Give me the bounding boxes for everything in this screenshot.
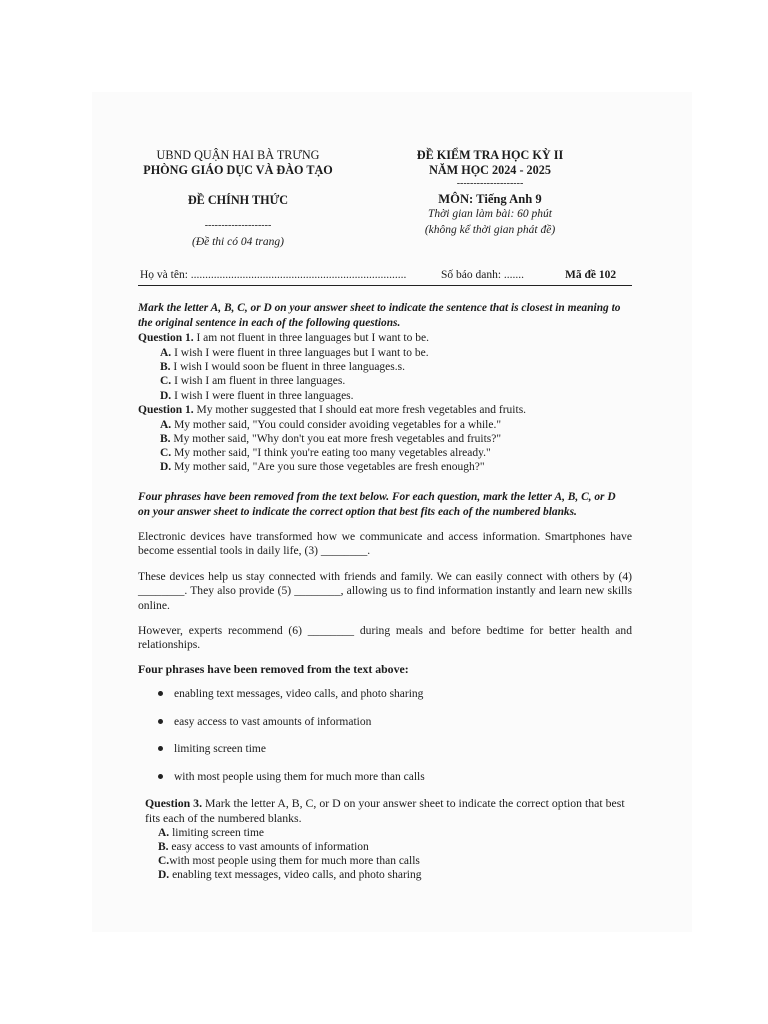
q2-option-d bbox=[160, 460, 485, 474]
question-label: Question 3. bbox=[145, 796, 203, 810]
option-letter: C. bbox=[158, 855, 170, 867]
subject-title: MÔN: Tiếng Anh 9 bbox=[438, 192, 542, 206]
candidate-name-field: Họ và tên: ........................................................................... bbox=[140, 269, 407, 281]
option-text: enabling text messages, video calls, and photo sharing bbox=[169, 869, 422, 881]
option-text: My mother said, "Are you sure those vegetables are fresh enough?" bbox=[171, 461, 485, 473]
question-text: I am not fluent in three languages but I want to be. bbox=[193, 332, 429, 344]
bullet-icon bbox=[158, 774, 163, 779]
option-text: I wish I am fluent in three languages. bbox=[171, 375, 346, 387]
q1-option-c bbox=[160, 374, 345, 388]
option-letter: C. bbox=[160, 447, 172, 459]
passage-paragraph-3: However, experts recommend (6) ________ during meals and before bedtime for better health and relationships. bbox=[138, 624, 632, 652]
district-name: UBND QUẬN HAI BÀ TRƯNG bbox=[156, 148, 320, 162]
question-3-continued: fits each of the numbered blanks. bbox=[145, 811, 302, 825]
option-text: My mother said, "Why don't you eat more fresh vegetables and fruits?" bbox=[170, 433, 502, 445]
q3-option-c bbox=[158, 854, 420, 868]
section2-instruction-line2: on your answer sheet to indicate the correct option that best fits each of the numbered blanks. bbox=[138, 506, 577, 518]
option-letter: D. bbox=[160, 461, 172, 473]
q1-option-b bbox=[160, 360, 405, 374]
q3-option-a bbox=[158, 826, 264, 840]
pages-note: (Đề thi có 04 trang) bbox=[192, 236, 284, 248]
phrase-item-2: easy access to vast amounts of information bbox=[174, 716, 372, 728]
question-label: Question 1. bbox=[138, 332, 194, 344]
option-text: My mother said, "You could consider avoiding vegetables for a while." bbox=[171, 419, 502, 431]
removed-phrases-heading: Four phrases have been removed from the text above: bbox=[138, 662, 409, 676]
question-3 bbox=[145, 796, 625, 810]
right-divider: -------------------- bbox=[456, 178, 524, 189]
q1-option-d bbox=[160, 389, 354, 403]
time-limit: Thời gian làm bài: 60 phút bbox=[427, 208, 553, 220]
q2-option-c bbox=[160, 446, 491, 460]
option-letter: A. bbox=[160, 419, 172, 431]
q3-option-b bbox=[158, 840, 369, 854]
option-letter: A. bbox=[160, 347, 172, 359]
bullet-icon bbox=[158, 746, 163, 751]
option-text: My mother said, "I think you're eating too many vegetables already." bbox=[171, 447, 491, 459]
question-text: My mother suggested that I should eat more fresh vegetables and fruits. bbox=[193, 404, 527, 416]
option-letter: D. bbox=[160, 390, 172, 402]
option-letter: A. bbox=[158, 827, 170, 839]
section1-instruction-line1: Mark the letter A, B, C, or D on your answer sheet to indicate the sentence that is closest in meaning to bbox=[138, 302, 621, 314]
exam-code: Mã đề 102 bbox=[565, 269, 617, 281]
school-year: NĂM HỌC 2024 - 2025 bbox=[429, 163, 551, 177]
passage-paragraph-1: Electronic devices have transformed how we communicate and access information. Smartphones have become essential tools in daily life, (3) ________. bbox=[138, 530, 632, 558]
question-1 bbox=[138, 331, 429, 345]
option-letter: B. bbox=[160, 433, 171, 445]
q2-option-b bbox=[160, 432, 501, 446]
section2-instruction-line1: Four phrases have been removed from the text below. For each question, mark the letter A, B, C, or D bbox=[138, 491, 616, 503]
option-text: easy access to vast amounts of information bbox=[168, 841, 369, 853]
option-text: I wish I would soon be fluent in three languages.s. bbox=[170, 361, 405, 373]
phrase-item-1: enabling text messages, video calls, and photo sharing bbox=[174, 688, 424, 700]
header-rule bbox=[138, 285, 632, 286]
official-label: ĐỀ CHÍNH THỨC bbox=[187, 193, 289, 207]
q3-option-d bbox=[158, 868, 422, 882]
question-label: Question 1. bbox=[138, 404, 194, 416]
option-letter: C. bbox=[160, 375, 172, 387]
time-note: (không kể thời gian phát đề) bbox=[424, 224, 556, 236]
left-divider: -------------------- bbox=[204, 220, 272, 231]
question-2 bbox=[138, 403, 526, 417]
option-text: with most people using them for much more than calls bbox=[169, 855, 420, 867]
exam-title: ĐỀ KIỂM TRA HỌC KỲ II bbox=[416, 148, 564, 162]
phrase-item-4: with most people using them for much more than calls bbox=[174, 771, 425, 783]
candidate-number-field: Số báo danh: ....... bbox=[441, 269, 525, 281]
passage-paragraph-2: These devices help us stay connected with friends and family. We can easily connect with others by (4) ________. They also provide (5) ________, allowing us to find information instantly and learn new skills online. bbox=[138, 570, 632, 612]
question-text: Mark the letter A, B, C, or D on your answer sheet to indicate the correct option that best bbox=[202, 796, 625, 810]
section1-instruction-line2: the original sentence in each of the following questions. bbox=[138, 317, 401, 329]
option-text: I wish I were fluent in three languages but I want to be. bbox=[171, 347, 429, 359]
q2-option-a bbox=[160, 418, 501, 432]
option-text: I wish I were fluent in three languages. bbox=[171, 390, 354, 402]
bullet-icon bbox=[158, 691, 163, 696]
phrase-item-3: limiting screen time bbox=[174, 743, 266, 755]
q1-option-a bbox=[160, 346, 429, 360]
department-name: PHÒNG GIÁO DỤC VÀ ĐÀO TẠO bbox=[143, 163, 333, 177]
option-letter: D. bbox=[158, 869, 170, 881]
bullet-icon bbox=[158, 719, 163, 724]
option-letter: B. bbox=[158, 841, 169, 853]
option-text: limiting screen time bbox=[169, 827, 265, 839]
option-letter: B. bbox=[160, 361, 171, 373]
